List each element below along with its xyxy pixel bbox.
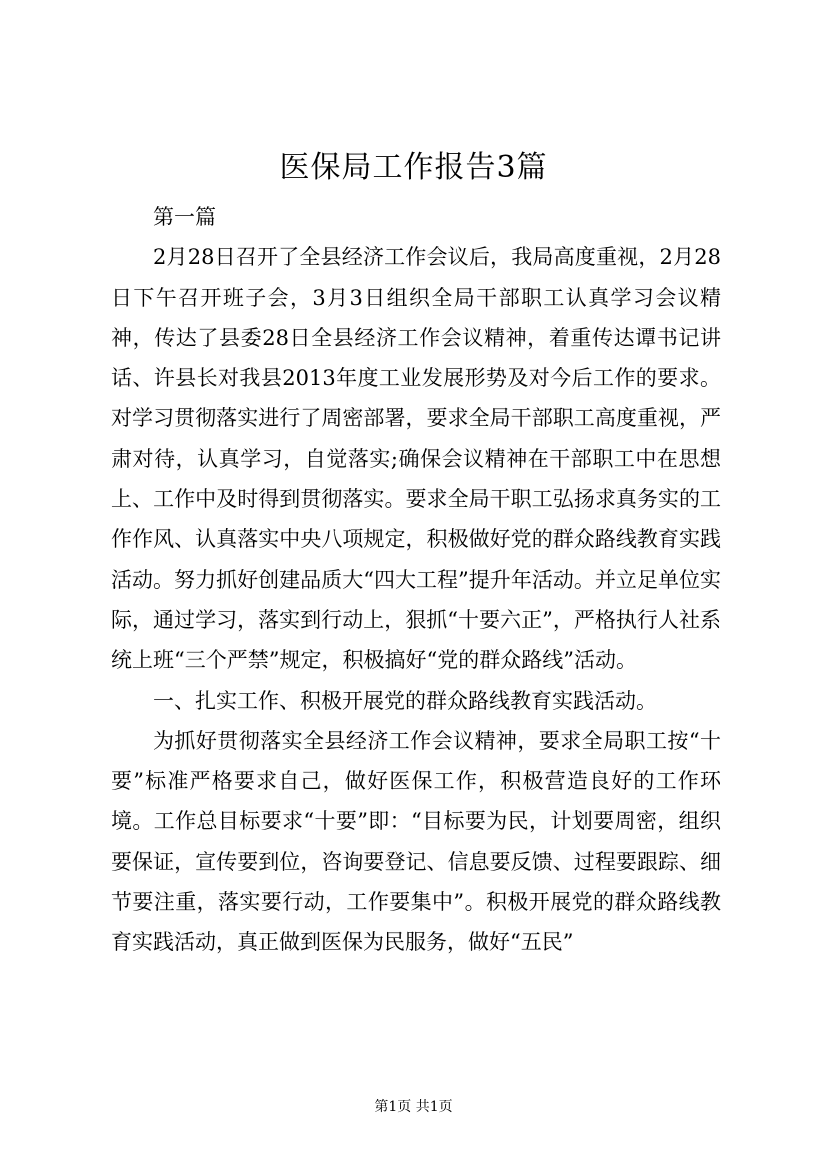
document-body (111, 197, 721, 963)
body-paragraph: 2月28日召开了全县经济工作会议后，我局高度重视，2月28日下午召开班子会，3月3日组织全局干部职工认真学习会议精神，传达了县委28日全县经济工作会议精神，着重传达谭书记讲话、许县长对我县2013年度工业发展形势及对今后工作的要求。对学习贯彻落实进行了周密部署，要求全局干部职工高度重视，严肃对待，认真学习，自觉落实;确保会议精神在干部职工中在思想上、工作中及时得到贯彻落实。要求全局干职工弘扬求真务实的工作作风、认真落实中央八项规定，积极做好党的群众路线教育实践活动。努力抓好创建品质大“四大工程”提升年活动。并立足单位实际，通过学习，落实到行动上，狠抓“十要六正”，严格执行人社系统上班“三个严禁”规定，积极搞好“党的群众路线”活动。 (111, 245, 721, 673)
section-heading: 第一篇 (153, 205, 216, 229)
body-paragraph: 为抓好贯彻落实全县经济工作会议精神，要求全局职工按“十要”标准严格要求自己，做好医保工作，积极营造良好的工作环境。工作总目标要求“十要”即：“目标要为民，计划要周密，组织要保证，宣传要到位，咨询要登记、信息要反馈、过程要跟踪、细节要注重，落实要行动，工作要集中”。积极开展党的群众路线教育实践活动，真正做到医保为民服务，做好“五民” (111, 728, 721, 955)
document-title: 医保局工作报告3篇 (279, 150, 548, 185)
page-footer: 第1页 共1页 (374, 1099, 453, 1115)
body-paragraph: 一、扎实工作、积极开展党的群众路线教育实践活动。 (153, 688, 657, 713)
